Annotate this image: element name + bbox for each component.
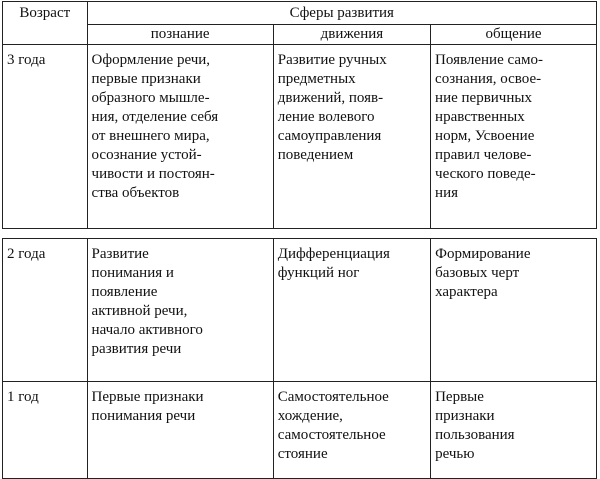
development-table-part-1 [2,1,597,229]
age-value: 1 год [7,389,39,405]
table-row-3-years [3,45,597,229]
table-row-2-years [3,239,597,382]
age-value: 2 года [7,246,46,262]
communication-text: Первые признаки пользования речью [435,389,515,462]
communication-cell [431,45,597,229]
column-header-communication [431,25,597,45]
age-header-label: Возраст [19,5,71,21]
age-cell [3,382,88,479]
movement-text: Дифференциация функций ног [277,246,390,281]
column-header-movement-label: движения [320,26,384,42]
spheres-header-label: Сферы развития [289,4,394,21]
movement-cell [273,382,430,479]
age-cell [3,45,88,229]
movement-text: Самостоятельное хождение, самостоятельное стояние [277,389,389,462]
communication-text: Появление само- сознания, освое- ние первичных нравственных норм, Усвоение правил челове- ческого поведе- ния [435,52,543,201]
column-header-communication-label: общение [485,26,542,42]
column-header-cognition [87,25,273,45]
cognition-text: Первые признаки понимания речи [91,389,204,424]
age-cell [3,239,88,382]
communication-cell [431,382,597,479]
movement-cell [273,45,430,229]
cognition-text: Развитие понимания и появление активной речи, начало активного развития речи [91,246,203,357]
communication-text: Формирование базовых черт характера [435,246,531,300]
movement-cell [273,239,430,382]
column-header-movement [273,25,430,45]
spheres-header [87,2,596,25]
cognition-cell [87,382,273,479]
age-value: 3 года [7,52,46,68]
cognition-cell [87,45,273,229]
table-row-1-year [3,382,597,479]
cognition-text: Оформление речи, первые признаки образного мышле- ния, отделение себя от внешнего мира, осознание устой- чивости и постоян- ства объектов [91,52,219,201]
movement-text: Развитие ручных предметных движений, появ- ление волевого самоуправления поведением [277,52,387,163]
column-header-cognition-label: познание [150,26,210,42]
cognition-cell [87,239,273,382]
communication-cell [431,239,597,382]
age-header [3,2,88,45]
development-table-part-2 [2,238,597,479]
